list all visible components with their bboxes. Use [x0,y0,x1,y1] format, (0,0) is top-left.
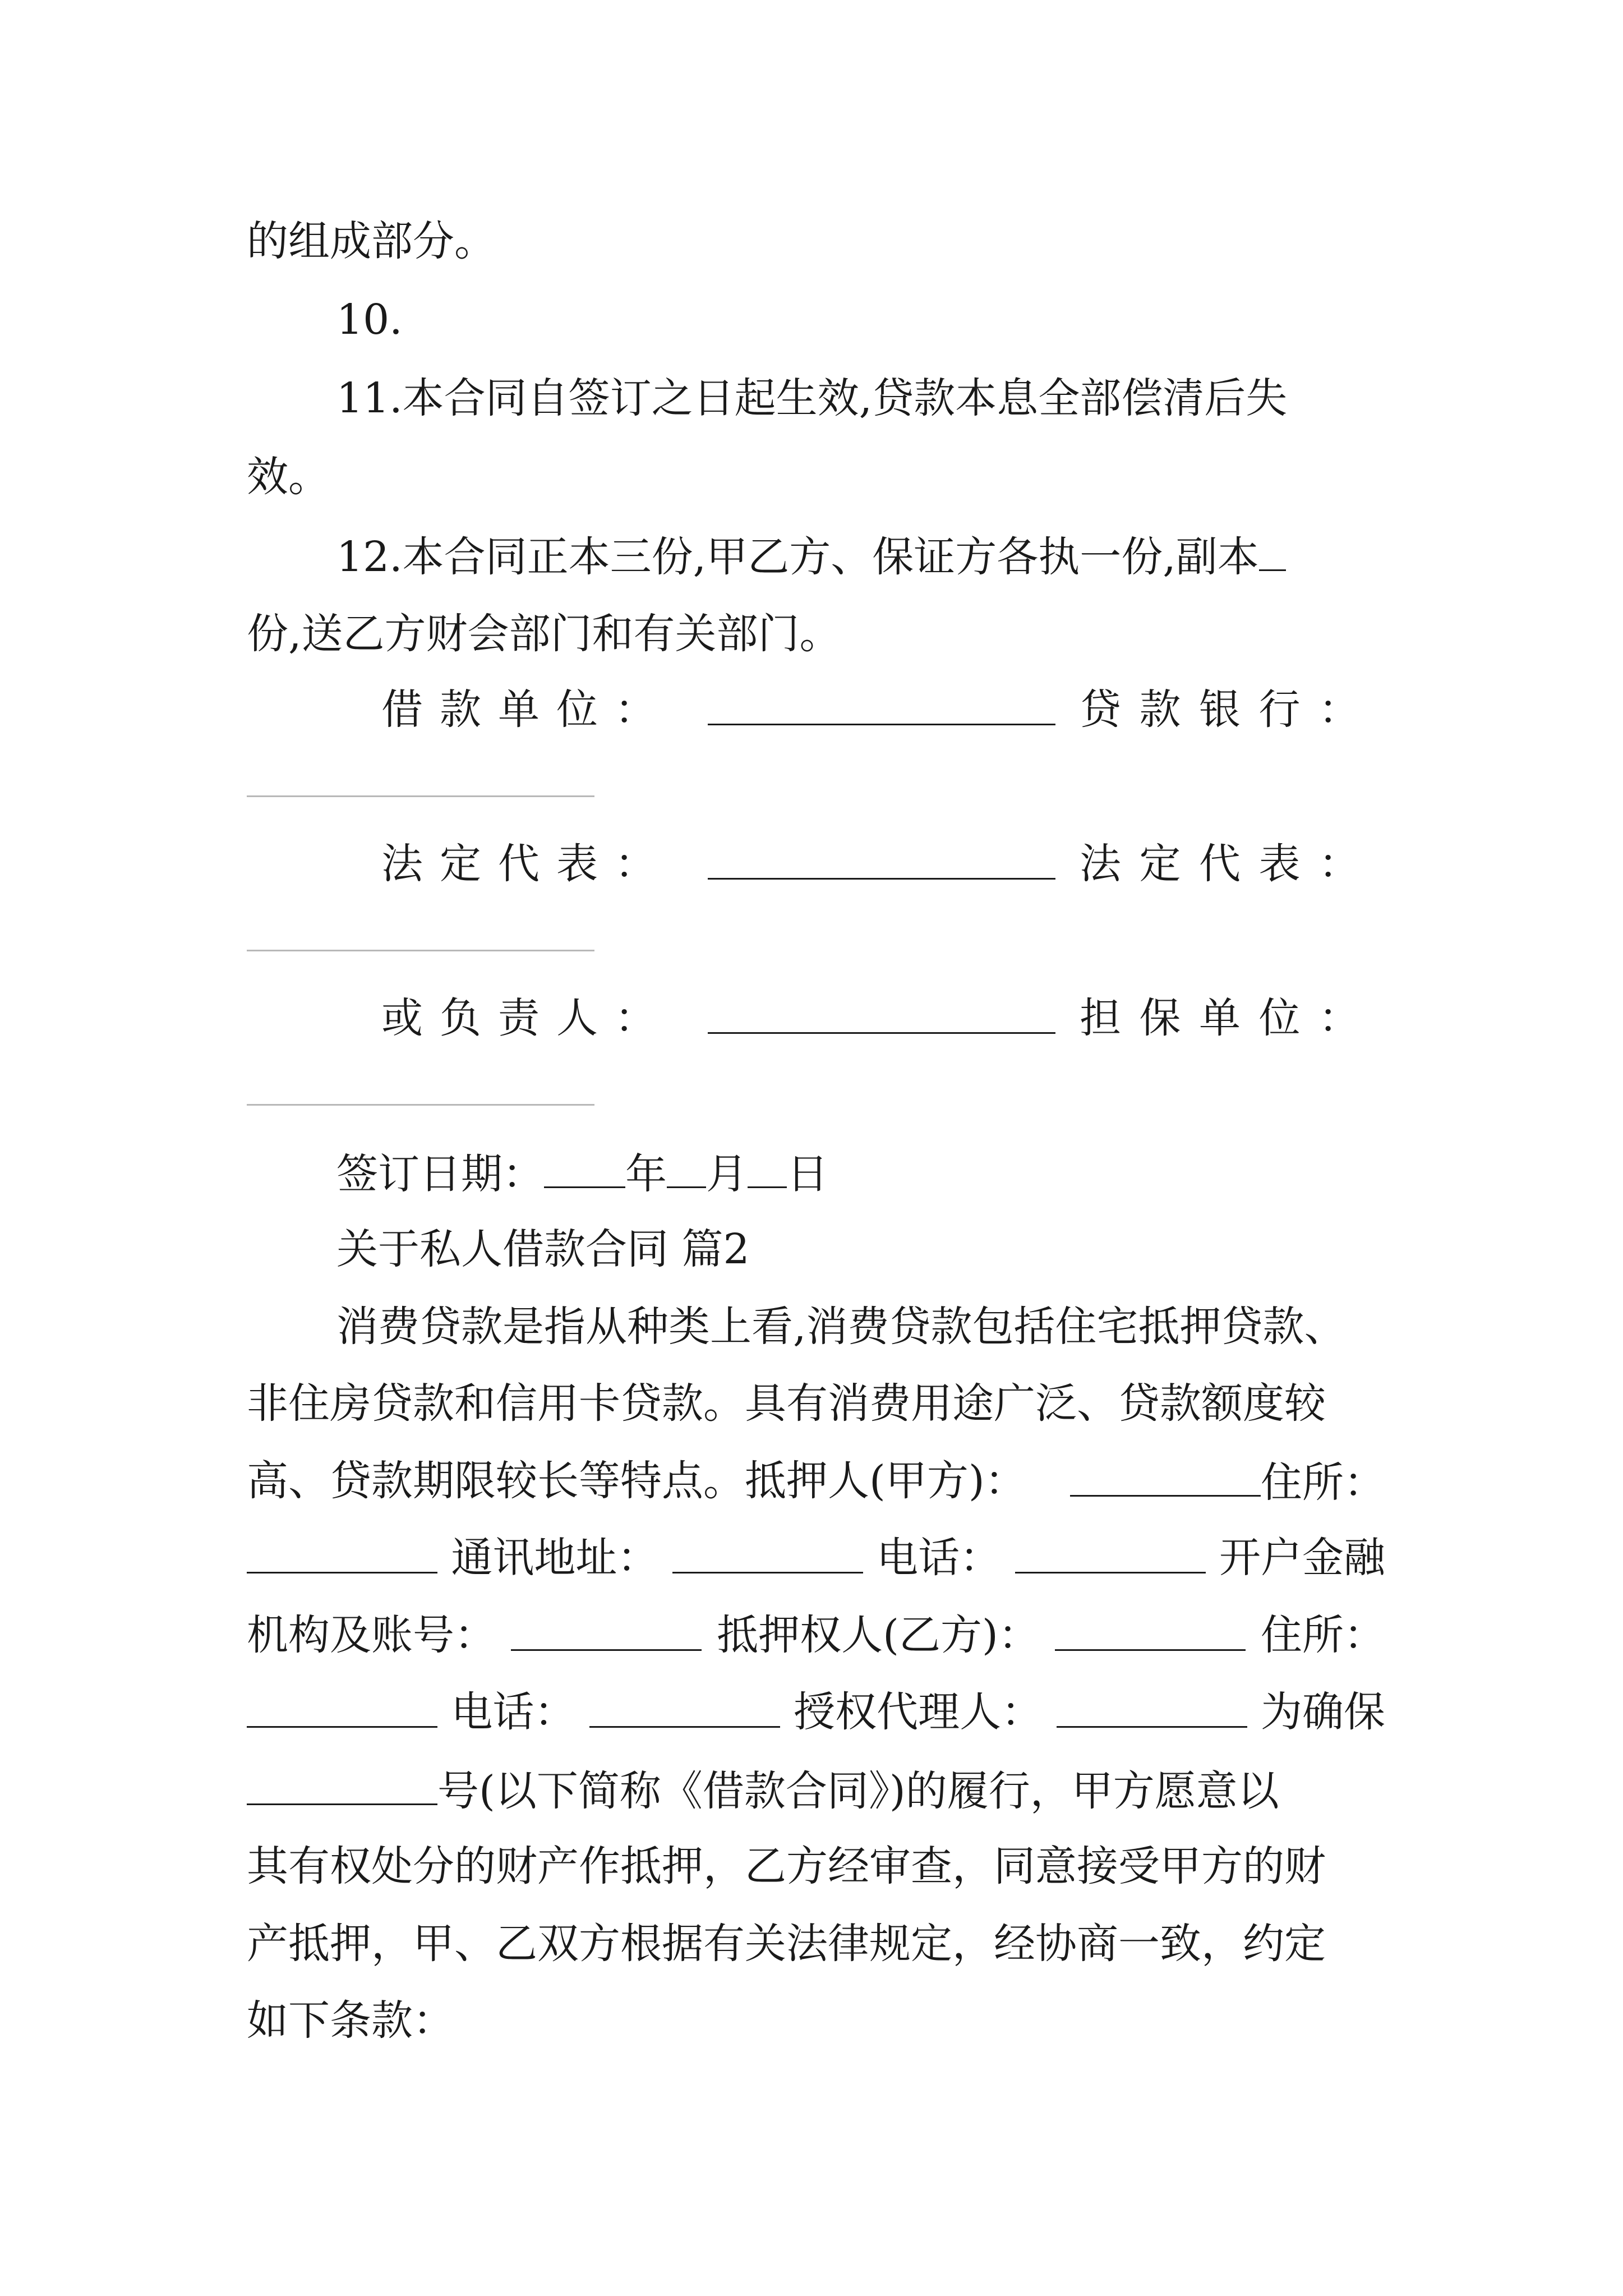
text-fragment: 为确保 [1260,1688,1385,1736]
date-year: 年 [625,1150,667,1198]
text-line: 产抵押，甲、乙双方根据有关法律规定，经协商一致，约定 [247,1920,1326,1968]
address-label: 住所： [1261,1611,1385,1659]
date-month: 月 [706,1150,748,1198]
blank-field [511,1604,702,1651]
blank-field [589,1681,780,1728]
text-line: 份,送乙方财会部门和有关部门。 [247,610,841,658]
text-fragment: 号(以下简称《借款合同》)的履行，甲方愿意以 [437,1767,1279,1815]
legal-rep-label-right: 法 定 代 表 ： [1080,840,1360,888]
blank-field [247,1681,437,1728]
text-line: 其有权处分的财产作抵押，乙方经审查，同意接受甲方的财 [247,1842,1326,1890]
bank-label: 贷 款 银 行 ： [1080,685,1360,734]
blank-field [247,1527,437,1573]
blank-field [748,1142,787,1188]
phone-label: 电话： [877,1534,1002,1582]
blank-field [672,1527,863,1573]
blank-field [247,1104,594,1106]
blank-field [1057,1681,1247,1728]
blank-field [708,1032,1055,1034]
blank-field [247,950,594,951]
blank-field [1055,1604,1246,1651]
text-line [247,1759,1279,1820]
date-day: 日 [787,1150,828,1198]
blank-field [1259,524,1286,571]
mortgagee-label: 抵押权人(乙方)： [717,1611,1040,1659]
mail-address-label: 通讯地址： [451,1534,659,1582]
address-label: 住所： [1261,1458,1385,1507]
blank-field [1070,1450,1261,1497]
blank-field [544,1142,625,1188]
signing-date [336,1142,828,1203]
guarantor-label: 担 保 单 位 ： [1080,994,1360,1042]
legal-rep-label: 法 定 代 表 ： [381,840,656,888]
blank-field [247,795,594,797]
date-label: 签订日期： [336,1150,544,1198]
text-line [247,1604,1385,1666]
clause-12-text: 12.本合同正本三份,甲乙方、保证方各执一份,副本 [336,533,1259,581]
clause-12 [336,524,1286,586]
text-line: 非住房贷款和信用卡贷款。具有消费用途广泛、贷款额度较 [247,1379,1326,1428]
text-line: 的组成部分。 [247,217,496,265]
blank-field [1015,1527,1206,1573]
blank-field [247,1759,437,1805]
text-line [247,1450,1385,1512]
text-line [247,1527,1385,1589]
text-line: 如下条款： [247,1996,454,2045]
clause-number: 10. [336,296,403,344]
text-line [247,1681,1385,1743]
bank-account-label: 开户金融 [1219,1534,1385,1582]
blank-field [667,1142,706,1188]
text-line: 效。 [247,453,330,501]
responsible-label: 或 负 责 人 ： [381,994,656,1042]
section-heading: 关于私人借款合同 篇2 [336,1225,750,1273]
clause-11: 11.本合同自签订之日起生效,贷款本息全部偿清后失 [336,374,1288,422]
blank-field [708,878,1055,880]
text-line: 消费贷款是指从种类上看,消费贷款包括住宅抵押贷款、 [336,1303,1346,1351]
blank-field [708,724,1055,725]
borrower-label: 借 款 单 位 ： [381,685,656,734]
agent-label: 授权代理人： [794,1688,1043,1736]
mortgagor-label: 高、贷款期限较长等特点。抵押人(甲方)： [247,1457,1026,1505]
account-label: 机构及账号： [247,1611,496,1659]
phone-label: 电话： [451,1688,576,1736]
